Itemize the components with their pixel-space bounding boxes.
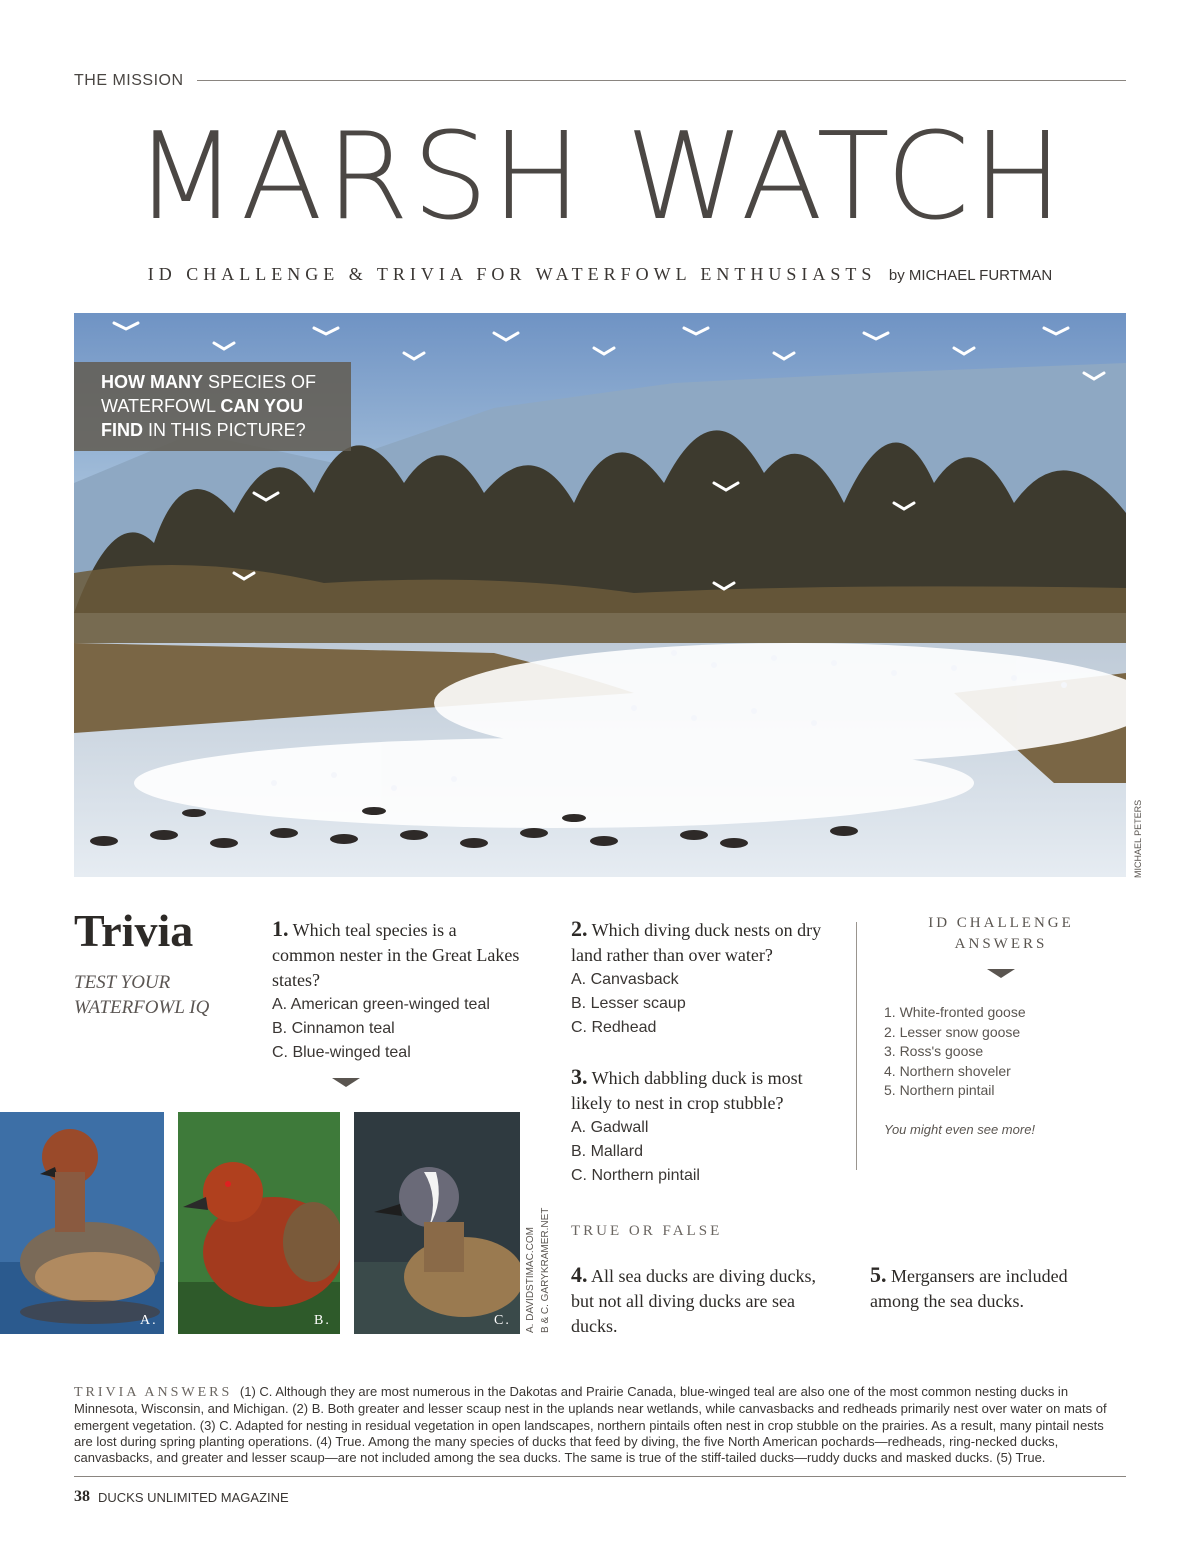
list-item: 3. Ross's goose xyxy=(884,1043,984,1059)
question-3 xyxy=(571,1064,846,1188)
duck-photo-label-a: A. xyxy=(140,1313,158,1328)
duck-photo-c xyxy=(354,1112,520,1334)
question-1-option-a: A. American green-winged teal xyxy=(272,996,490,1013)
trivia-answers-label: TRIVIA ANSWERS xyxy=(74,1385,233,1400)
question-3-option-b: B. Mallard xyxy=(571,1143,644,1160)
duck-photo-label-b: B. xyxy=(314,1313,331,1328)
trivia-answers-text: (1) C. Although they are most numerous in the Dakotas and Prairie Canada, blue-winged teal are also one of the most common nesting ducks in Minnesota, Wisconsin, and Michigan. (2) B. Both greater and lesser scaup nest in the uplands near wetlands, while canvasbacks and redheads primarily nest over water on mats of emergent vegetation. (3) C. Adapted for nesting in residual vegetation in open landscapes, northern pintails often nest in crop stubble on the prairies. As a result, many pintail nests are lost during spring planting operations. (4) True. Among the many species of ducks that feed by diving, the five North American pochards—redheads, ring-necked ducks, canvasbacks, and greater and lesser scaup—are not included among the sea ducks. The same is true of the stiff-tailed ducks—ruddy ducks and masked ducks. (5) True. xyxy=(74,1384,1107,1466)
section-label: THE MISSION xyxy=(74,72,184,89)
page-title: MARSH WATCH xyxy=(134,108,1066,247)
trivia-title: Trivia xyxy=(74,905,194,956)
byline: by MICHAEL FURTMAN xyxy=(888,267,1053,284)
question-1-option-b: B. Cinnamon teal xyxy=(272,1020,395,1037)
question-2-option-a: A. Canvasback xyxy=(571,971,679,988)
footer-rule xyxy=(74,1476,1126,1477)
page-number: 38 xyxy=(74,1488,90,1505)
chevron-down-icon xyxy=(332,1078,360,1087)
subtitle-row xyxy=(0,264,1200,285)
trivia-subtitle: TEST YOUR WATERFOWL IQ xyxy=(74,972,210,1018)
question-2-option-c: C. Redhead xyxy=(571,1019,657,1036)
question-2-text: 2. Which diving duck nests on dry land rather than over water? xyxy=(571,916,822,965)
photo-credit: MICHAEL PETERS xyxy=(1133,799,1143,878)
duck-photo-b xyxy=(178,1112,340,1334)
list-item: 2. Lesser snow goose xyxy=(884,1023,1021,1040)
duck-photo-credit: A. DAVIDSTIMAC.COM B & C. GARYKRAMER.NET xyxy=(525,1207,551,1333)
true-or-false-header: TRUE OR FALSE xyxy=(571,1223,723,1239)
column-divider xyxy=(856,922,857,1170)
question-3-text: 3. Which dabbling duck is most likely to nest in crop stubble? xyxy=(571,1064,803,1113)
question-3-option-c: C. Northern pintail xyxy=(571,1167,700,1184)
question-5: 5. Mergansers are included among the sea ducks. xyxy=(870,1262,1068,1311)
list-item: 4. Northern shoveler xyxy=(884,1062,1011,1079)
list-item: 1. White-fronted goose xyxy=(884,1004,1026,1020)
id-challenge-answers xyxy=(884,1003,1026,1101)
duck-photo-label-c: C. xyxy=(494,1313,511,1328)
duck-photo-a xyxy=(0,1112,164,1334)
question-1 xyxy=(272,916,522,1065)
species-callout xyxy=(74,362,351,451)
trivia-answers xyxy=(74,1384,1126,1466)
chevron-down-icon xyxy=(987,969,1015,978)
page-subtitle: ID CHALLENGE & TRIVIA FOR WATERFOWL ENTHUSIASTS xyxy=(147,264,877,284)
question-4: 4. All sea ducks are diving ducks, but not all diving ducks are sea ducks. xyxy=(571,1262,816,1336)
list-item: 5. Northern pintail xyxy=(884,1082,995,1098)
section-rule xyxy=(197,80,1126,81)
callout-line-3: FIND IN THIS PICTURE? xyxy=(101,420,306,440)
question-1-option-c: C. Blue-winged teal xyxy=(272,1044,411,1061)
question-2-option-b: B. Lesser scaup xyxy=(571,995,686,1012)
id-challenge-note: You might even see more! xyxy=(884,1122,1036,1137)
question-3-option-a: A. Gadwall xyxy=(571,1119,649,1136)
callout-line-2: WATERFOWL CAN YOU xyxy=(101,396,304,416)
callout-line-1: HOW MANY SPECIES OF xyxy=(101,372,317,392)
question-1-text: 1. Which teal species is a common nester in the Great Lakes states? xyxy=(272,916,520,990)
magazine-name: DUCKS UNLIMITED MAGAZINE xyxy=(98,1490,289,1505)
question-2 xyxy=(571,916,846,1040)
id-challenge-header: ID CHALLENGE ANSWERS xyxy=(928,915,1074,952)
